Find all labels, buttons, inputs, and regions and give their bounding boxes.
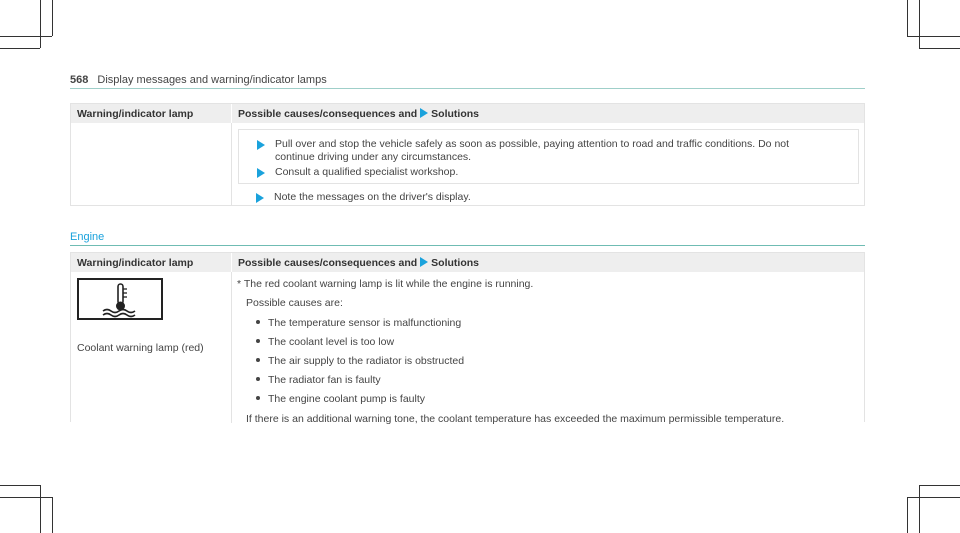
table-header-row xyxy=(71,104,864,123)
solution-steps-box xyxy=(238,129,859,184)
engine-warning-table xyxy=(70,252,865,425)
list-item: The engine coolant pump is faulty xyxy=(256,393,425,405)
solution-step: Consult a qualified specialist workshop. xyxy=(257,166,852,179)
crop-mark xyxy=(919,485,960,486)
crop-mark xyxy=(0,497,52,498)
arrow-right-icon xyxy=(257,168,265,178)
lamp-label: Coolant warning lamp (red) xyxy=(77,342,204,354)
crop-mark xyxy=(907,497,908,533)
list-item: The air supply to the radiator is obstructed xyxy=(256,355,464,367)
solution-step: Note the messages on the driver's display. xyxy=(256,191,856,204)
warning-tone-note: If there is an additional warning tone, the coolant temperature has exceeded the maximum permissible temperature. xyxy=(246,413,785,425)
arrow-right-icon xyxy=(420,257,428,267)
crop-mark xyxy=(907,0,908,36)
list-item: The coolant level is too low xyxy=(256,336,394,348)
section-divider xyxy=(70,245,865,246)
crop-mark xyxy=(907,497,960,498)
arrow-right-icon xyxy=(420,108,428,118)
solutions-table-continued xyxy=(70,103,865,206)
crop-mark xyxy=(40,485,41,533)
lamp-description: * The red coolant warning lamp is lit while the engine is running. xyxy=(237,278,534,290)
coolant-temperature-icon xyxy=(77,278,163,320)
section-title: Engine xyxy=(70,231,105,243)
crop-mark xyxy=(52,0,53,36)
list-item: The radiator fan is faulty xyxy=(256,374,381,386)
crop-mark xyxy=(0,485,40,486)
causes-label: Possible causes are: xyxy=(246,297,343,309)
table-header-row xyxy=(71,253,864,272)
crop-mark xyxy=(40,0,41,48)
crop-mark xyxy=(0,36,52,37)
solution-step: Pull over and stop the vehicle safely as soon as possible, paying attention to road and traffic conditions. Do not continue driving under any circumstances. xyxy=(257,138,852,164)
arrow-right-icon xyxy=(256,193,264,203)
arrow-right-icon xyxy=(257,140,265,150)
crop-mark xyxy=(919,485,920,533)
list-item: The temperature sensor is malfunctioning xyxy=(256,317,461,329)
table-body xyxy=(71,123,864,206)
crop-mark xyxy=(919,48,960,49)
page-number: 568 xyxy=(70,74,89,86)
crop-mark xyxy=(919,0,920,48)
header-divider xyxy=(70,88,865,89)
crop-mark xyxy=(52,497,53,533)
header-warning-lamp: Warning/indicator lamp xyxy=(77,108,194,120)
table-body xyxy=(71,272,864,423)
header-causes-solutions: Possible causes/consequences and Solutions xyxy=(238,108,480,120)
header-causes-solutions: Possible causes/consequences and Solutions xyxy=(238,257,480,269)
crop-mark xyxy=(907,36,960,37)
crop-mark xyxy=(0,48,40,49)
page-header-title: Display messages and warning/indicator lamps xyxy=(97,74,327,86)
header-warning-lamp: Warning/indicator lamp xyxy=(77,257,194,269)
